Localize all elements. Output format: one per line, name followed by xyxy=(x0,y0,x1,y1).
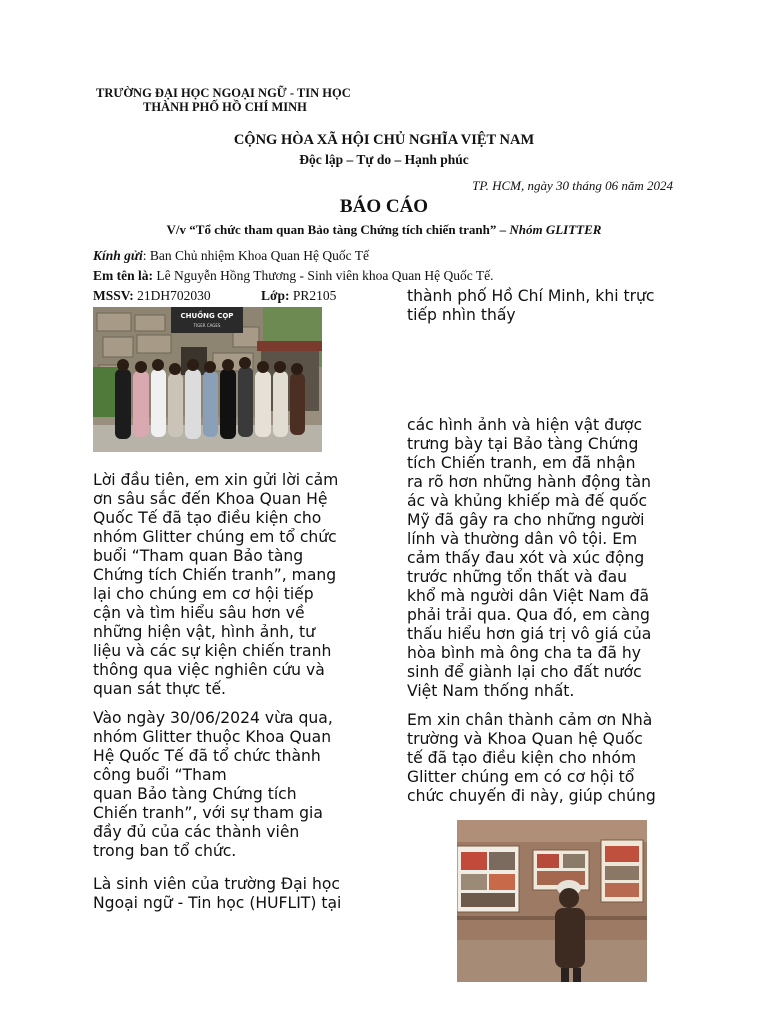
sign-subtitle: TIGER CAGES xyxy=(193,323,221,328)
author-line xyxy=(93,268,494,284)
student-id-line xyxy=(93,288,211,304)
school-name: TRƯỜNG ĐẠI HỌC NGOẠI NGỮ - TIN HỌC xyxy=(96,86,351,100)
class-value: PR2105 xyxy=(289,288,337,303)
group-photo xyxy=(93,307,322,452)
recipient-value: : Ban Chủ nhiệm Khoa Quan Hệ Quốc Tế xyxy=(142,248,369,263)
recipient-label: Kính gửi xyxy=(93,248,143,263)
paragraph-thanks: Lời đầu tiên, em xin gửi lời cảm ơn sâu sắc đến Khoa Quan Hệ Quốc Tế đã tạo điều kiện cho nhóm Glitter chúng em tổ chức buổi “Tham quan Bảo tàng Chứng tích Chiến tranh”, mang lại cho chúng em cơ hội tiếp cận và tìm hiểu sâu hơn về những hiện vật, hình ảnh, tư liệu và các sự kiện chiến tranh thông qua việc nghiên cứu và quan sát thực tế. xyxy=(93,471,339,698)
class-line xyxy=(261,288,336,304)
report-subject xyxy=(0,222,768,238)
report-date: TP. HCM, ngày 30 tháng 06 năm 2024 xyxy=(472,178,673,193)
museum-photo xyxy=(457,820,647,982)
group-photo-image xyxy=(93,307,322,452)
group-name: Nhóm GLITTER xyxy=(509,222,602,237)
school-header xyxy=(96,86,351,114)
national-motto: Độc lập – Tự do – Hạnh phúc xyxy=(299,152,469,167)
author-value: Lê Nguyễn Hồng Thương - Sinh viên khoa Quan Hệ Quốc Tế. xyxy=(153,268,494,283)
report-title: BÁO CÁO xyxy=(339,196,429,217)
mssv-value: 21DH702030 xyxy=(133,288,211,303)
paragraph-gratitude: Em xin chân thành cảm ơn Nhà trường và Khoa Quan hệ Quốc tế đã tạo điều kiện cho nhóm Glitter chúng em có cơ hội tổ chức chuyến đi này, giúp chúng xyxy=(407,711,656,805)
sign-title: CHUỒNG CỌP xyxy=(180,312,234,320)
paragraph-continuation: thành phố Hồ Chí Minh, khi trực tiếp nhìn thấy xyxy=(407,287,655,324)
paragraph-reflection: các hình ảnh và hiện vật được trưng bày tại Bảo tàng Chứng tích Chiến tranh, em đã nhận ra rõ hơn những hành động tàn ác và khủng khiếp mà đế quốc Mỹ đã gây ra cho những người lính và thường dân vô tội. Em cảm thấy đau xót và xúc động trước những tổn thất và đau khổ mà người dân Việt Nam đã phải trải qua. Qua đó, em càng thấu hiểu hơn giá trị vô giá của hòa bình mà ông cha ta đã hy sinh để giành lại cho đất nước Việt Nam thống nhất. xyxy=(407,416,652,700)
author-label: Em tên là: xyxy=(93,268,153,283)
mssv-label: MSSV: xyxy=(93,288,134,303)
museum-photo-image xyxy=(457,820,647,982)
paragraph-student: Là sinh viên của trường Đại học Ngoại ngữ - Tin học (HUFLIT) tại xyxy=(93,875,342,912)
recipient-line xyxy=(93,248,369,264)
paragraph-event: Vào ngày 30/06/2024 vừa qua, nhóm Glitter thuộc Khoa Quan Hệ Quốc Tế đã tổ chức thành công buổi “Tham quan Bảo tàng Chứng tích Chiến tranh”, với sự tham gia đầy đủ của các thành viên trong ban tổ chức. xyxy=(93,709,333,860)
country-name: CỘNG HÒA XÃ HỘI CHỦ NGHĨA VIỆT NAM xyxy=(233,132,535,148)
school-city: THÀNH PHỐ HỒ CHÍ MINH xyxy=(143,100,307,114)
subject-text: V/v “Tổ chức tham quan Bảo tàng Chứng tích chiến tranh” – xyxy=(166,222,510,237)
class-label: Lớp: xyxy=(261,288,290,303)
